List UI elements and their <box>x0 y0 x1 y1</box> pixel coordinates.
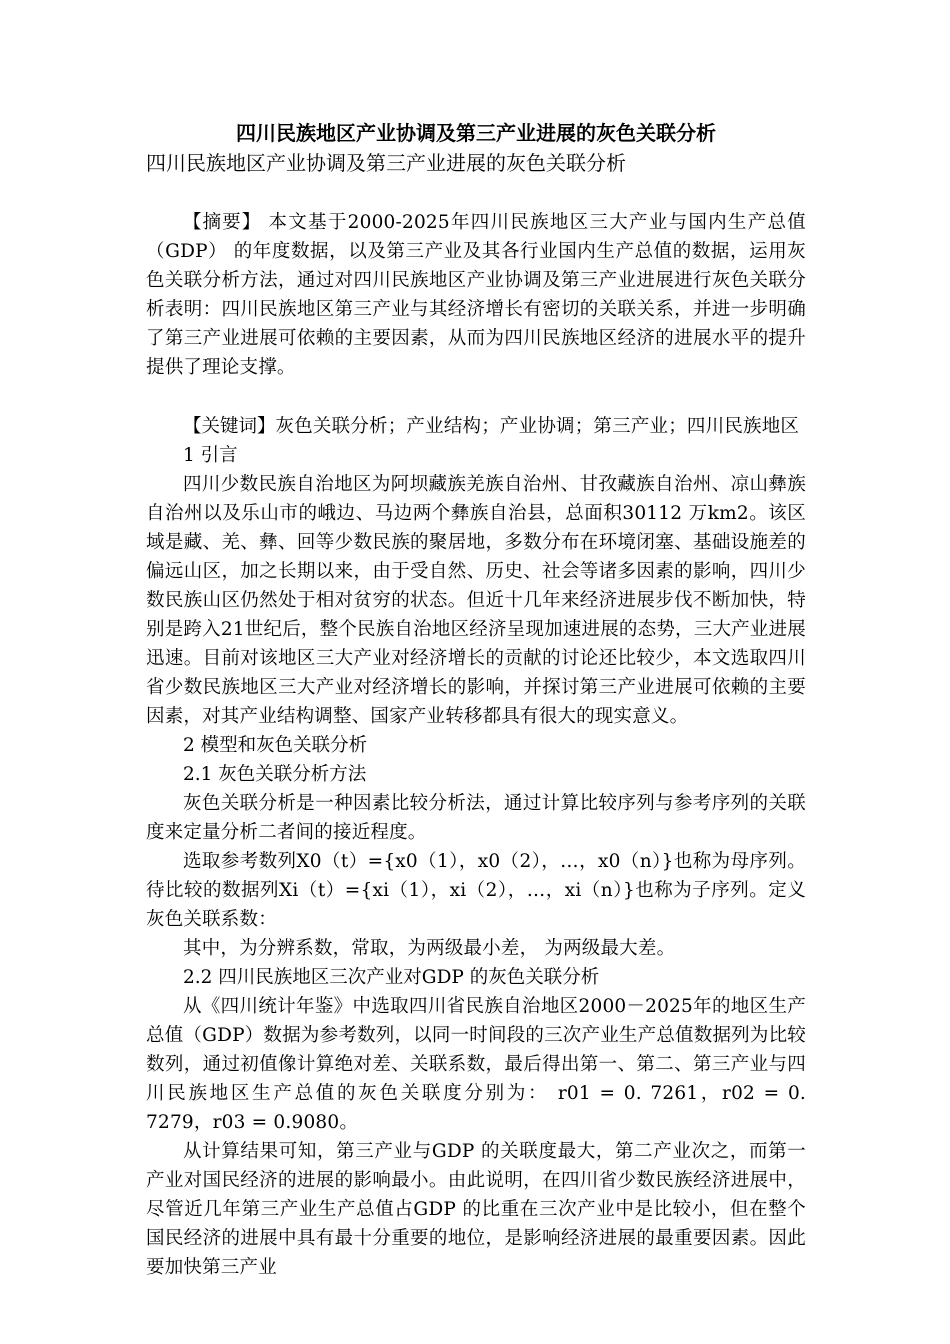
document-page <box>146 118 806 1282</box>
keywords-label: 【关键词】 <box>183 416 276 437</box>
spacer <box>146 178 806 208</box>
keywords-text: 灰色关联分析；产业结构；产业协调；第三产业；四川民族地区 <box>275 416 800 437</box>
abstract-label: 【摘要】 <box>183 212 262 233</box>
section-1-heading: 1 引言 <box>183 445 238 466</box>
document-title: 四川民族地区产业协调及第三产业进展的灰色关联分析 <box>236 121 716 145</box>
section-2-1-paragraph-2: 选取参考数列X0（t）={x0（1），x0（2），…，x0（n）}也称为母序列。待比较的数据列Xi（t）={xi（1），xi（2），…，xi（n）}也称为子序列。定义灰色关联系数： <box>146 851 806 930</box>
keywords-paragraph <box>146 412 806 441</box>
section-2-1-paragraph-1: 灰色关联分析是一种因素比较分析法，通过计算比较序列与参考序列的关联度来定量分析二者间的接近程度。 <box>146 793 806 843</box>
section-1-paragraph: 四川少数民族自治地区为阿坝藏族羌族自治州、甘孜藏族自治州、凉山彝族自治州以及乐山市的峨边、马边两个彝族自治县，总面积30112 万km2。该区域是藏、羌、彝、回等少数民族的聚居地，多数分布在环境闭塞、基础设施差的偏远山区，加之长期以来，由于受自然、历史、社会等诸多因素的影响，四川少数民族山区仍然处于相对贫穷的状态。但近十几年来经济进展步伐不断加快，特别是跨入21世纪后，整个民族自治地区经济呈现加速进展的态势，三大产业进展迅速。目前对该地区三大产业对经济增长的贡献的讨论还比较少，本文选取四川省少数民族地区三大产业对经济增长的影响，并探讨第三产业进展可依赖的主要因素，对其产业结构调整、国家产业转移都具有很大的现实意义。 <box>146 474 806 727</box>
abstract-text: 本文基于2000-2025年四川民族地区三大产业与国内生产总值（GDP） 的年度数据，以及第三产业及其各行业国内生产总值的数据，运用灰色关联分析方法，通过对四川民族地区产业协调及第三产业进展进行灰色关联分析表明：四川民族地区第三产业与其经济增长有密切的关联关系，并进一步明确了第三产业进展可依赖的主要因素，从而为四川民族地区经济的进展水平的提升提供了理论支撑。 <box>146 212 806 378</box>
section-2-2-paragraph-1: 从《四川统计年鉴》中选取四川省民族自治地区2000－2025年的地区生产总值（GDP）数据为参考数列，以同一时间段的三次产业生产总值数据列为比较数列，通过初值像计算绝对差、关联系数，最后得出第一、第二、第三产业与四川民族地区生产总值的灰色关联度分别为： r01 = 0. 7261，r02 = 0. 7279，r03 = 0.9080。 <box>146 996 806 1133</box>
section-2-2-paragraph-2: 从计算结果可知，第三产业与GDP 的关联度最大，第二产业次之，而第一产业对国民经济的进展的影响最小。由此说明，在四川省少数民族经济进展中，尽管近几年第三产业生产总值占GDP 的比重在三次产业中是比较小，但在整个国民经济的进展中具有最十分重要的地位，是影响经济进展的最重要因素。因此要加快第三产业 <box>146 1141 806 1278</box>
spacer <box>146 382 806 412</box>
document-subtitle: 四川民族地区产业协调及第三产业进展的灰色关联分析 <box>146 151 626 175</box>
section-2-1-paragraph-3: 其中，为分辨系数，常取，为两级最小差， 为两级最大差。 <box>183 938 676 959</box>
section-2-1-heading: 2.1 灰色关联分析方法 <box>183 764 367 785</box>
section-2-2-heading: 2.2 四川民族地区三次产业对GDP 的灰色关联分析 <box>183 967 600 988</box>
section-2-heading: 2 模型和灰色关联分析 <box>183 735 368 756</box>
abstract-paragraph <box>146 208 806 382</box>
